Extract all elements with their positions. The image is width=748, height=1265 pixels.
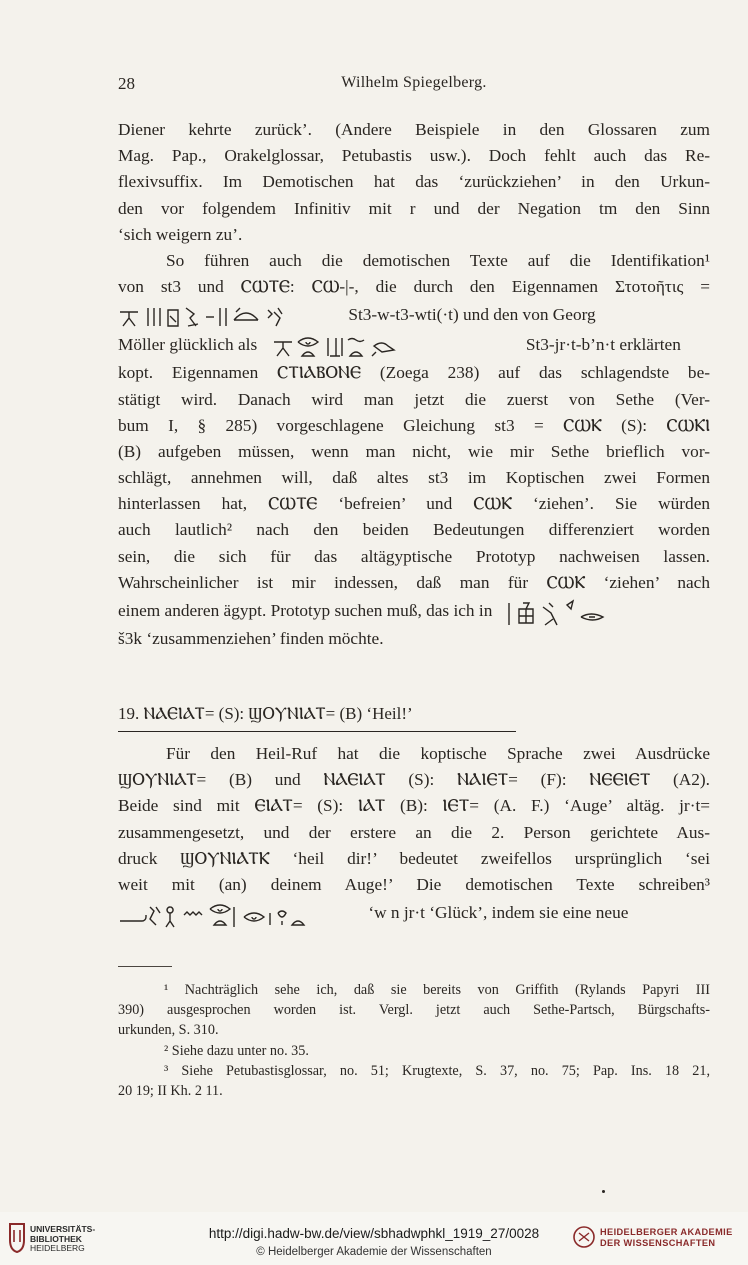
- hieroglyph-group-3: [505, 597, 623, 626]
- running-title: Wilhelm Spiegelberg.: [341, 74, 487, 91]
- text-segment: St3-jr·t-b’n·t erklärten: [525, 335, 681, 355]
- text-line: weit mit (an) deinem Auge!’ Die demotischen Texte schreiben³: [118, 874, 710, 894]
- academy-line-1: HEIDELBERGER AKADEMIE: [600, 1227, 733, 1237]
- text-line: druck ϢⲞⲨⲚⲒⲀⲦⲔ ‘heil dir!’ bedeutet zweifellos ursprünglich ‘sei: [118, 848, 710, 868]
- text-segment: ‘w n jr·t ‘Glück’, indem sie eine neue: [368, 903, 629, 923]
- text-segment: einem anderen ägypt. Prototyp suchen muß, das ich in: [118, 601, 493, 620]
- academy-logo[interactable]: [572, 1224, 742, 1254]
- text-line: stätigt wird. Danach wird man jetzt die zuerst von Sethe (Ver-: [118, 389, 710, 409]
- text-line: den vor folgendem Infinitiv mit r und der Negation tm den Sinn: [118, 198, 710, 218]
- text-line: schlägt, annehmen will, daß altes st3 im Koptischen zwei Formen: [118, 468, 710, 488]
- academy-name: [600, 1227, 733, 1249]
- viewer-footer: [0, 1212, 748, 1265]
- section-text: [118, 741, 710, 928]
- text-line: Wahrscheinlicher ist mir indessen, daß man für ⲤⲰⲔ ‘ziehen’ nach: [118, 572, 710, 592]
- text-line-with-hieroglyphs: [118, 300, 710, 330]
- academy-emblem-icon: [572, 1224, 596, 1250]
- text-line: ‘sich weigern zu’.: [118, 224, 243, 244]
- text-line: Beide sind mit ⲈⲒⲀⲦ= (S): ⲒⲀⲦ (B): ⲒⲈⲦ= (A. F.) ‘Auge’ altäg. jr·t=: [118, 796, 710, 816]
- text-line: bum I, § 285) vorgeschlagene Gleichung st3 = ⲤⲰⲔ (S): ⲤⲰⲔⲒ: [118, 415, 710, 435]
- heading-underline: [118, 731, 516, 732]
- footnote-line: ² Siehe dazu unter no. 35.: [164, 1042, 309, 1059]
- page-number: 28: [118, 74, 135, 93]
- footnote-line: ¹ Nachträglich sehe ich, daß sie bereits von Griffith (Rylands Papyri III: [164, 982, 710, 998]
- text-line: Für den Heil-Ruf hat die koptische Sprache zwei Ausdrücke: [166, 744, 710, 763]
- text-line: (B) aufgeben müssen, wenn man nicht, wie mir Sethe brieflich vor-: [118, 441, 710, 461]
- body-text: [118, 117, 710, 652]
- footnotes: [118, 980, 710, 1101]
- text-line-with-hieroglyphs: [118, 596, 710, 626]
- academy-line-2: DER WISSENSCHAFTEN: [600, 1238, 716, 1248]
- footnote-line: 390) ausgesprochen worden ist. Vergl. jetzt auch Sethe-Partsch, Bürgschafts-: [118, 1002, 710, 1019]
- copyright-notice: © Heidelberger Akademie der Wissenschaften: [256, 1246, 492, 1258]
- text-segment: St3-w-t3-wti(·t) und den von Georg: [348, 305, 596, 325]
- text-line: Diener kehrte zurück’. (Andere Beispiele in den Glossaren zum: [118, 120, 710, 139]
- text-line: sein, die sich für das altägyptische Prototyp nachweisen lassen.: [118, 546, 710, 566]
- text-line: ϢⲞⲨⲚⲒⲀⲦ= (B) und ⲚⲀⲈⲒⲀⲦ (S): ⲚⲀⲒⲈⲦ= (F): ⲚⲈⲈⲒⲈⲦ (A2).: [118, 770, 710, 790]
- hieroglyph-group-1: [118, 301, 336, 330]
- text-line-with-hieroglyphs: [118, 898, 710, 928]
- library-line-2: BIBLIOTHEK: [30, 1233, 82, 1244]
- section-heading: [118, 704, 518, 732]
- hieroglyph-icon: [505, 599, 623, 626]
- hieroglyph-group-2: [272, 331, 492, 360]
- hieroglyph-icon: [118, 304, 336, 330]
- library-line-3: HEIDELBERG: [30, 1243, 85, 1253]
- text-line: kopt. Eigennamen ⲤⲦⲒⲀⲂⲞⲚⲈ (Zoega 238) auf das schlagendste be-: [118, 363, 710, 383]
- text-segment: Möller glücklich als: [118, 335, 258, 355]
- footnote-line: 20 19; II Kh. 2 11.: [118, 1082, 223, 1099]
- text-line: von st3 und ⲤⲰⲦⲈ: ⲤⲰ-|-, die durch den Eigennamen Στοτοῆτις =: [118, 277, 710, 297]
- print-mark: [602, 1190, 605, 1193]
- text-line: hinterlassen hat, ⲤⲰⲦⲈ ‘befreien’ und ⲤⲰⲔ ‘ziehen’. Sie würden: [118, 494, 710, 514]
- hieroglyph-group-4: [118, 899, 358, 928]
- text-line: So führen auch die demotischen Texte auf die Identifikation¹: [166, 250, 710, 270]
- footnote-line: urkunden, S. 310.: [118, 1022, 219, 1039]
- text-line: zusammengesetzt, und der erstere an die 2. Person gerichtete Aus-: [118, 822, 710, 842]
- text-line: Mag. Pap., Orakelglossar, Petubastis usw.). Doch fehlt auch das Re-: [118, 146, 710, 166]
- hieroglyph-icon: [272, 334, 492, 360]
- library-line-1: UNIVERSITÄTS-: [30, 1224, 96, 1234]
- page-header: [118, 74, 710, 98]
- text-line: auch lautlich² nach den beiden Bedeutungen differenziert worden: [118, 520, 710, 540]
- footnote-line: ³ Siehe Petubastisglossar, no. 51; Krugtexte, S. 37, no. 75; Pap. Ins. 18 21,: [164, 1062, 710, 1079]
- text-line: flexivsuffix. Im Demotischen hat das ‘zurückziehen’ in den Urkun-: [118, 172, 710, 192]
- footnote-rule: [118, 966, 172, 967]
- hieroglyph-icon: [118, 901, 358, 928]
- section-heading-text: 19. ⲚⲀⲈⲒⲀⲦ= (S): ϢⲞⲨⲚⲒⲀⲦ= (B) ‘Heil!’: [118, 704, 413, 723]
- text-line: š3k ‘zusammenziehen’ finden möchte.: [118, 629, 384, 648]
- permalink-url[interactable]: http://digi.hadw-bw.de/view/sbhadwphkl_1919_27/0028: [208, 1226, 540, 1241]
- text-line-with-hieroglyphs: [118, 330, 710, 360]
